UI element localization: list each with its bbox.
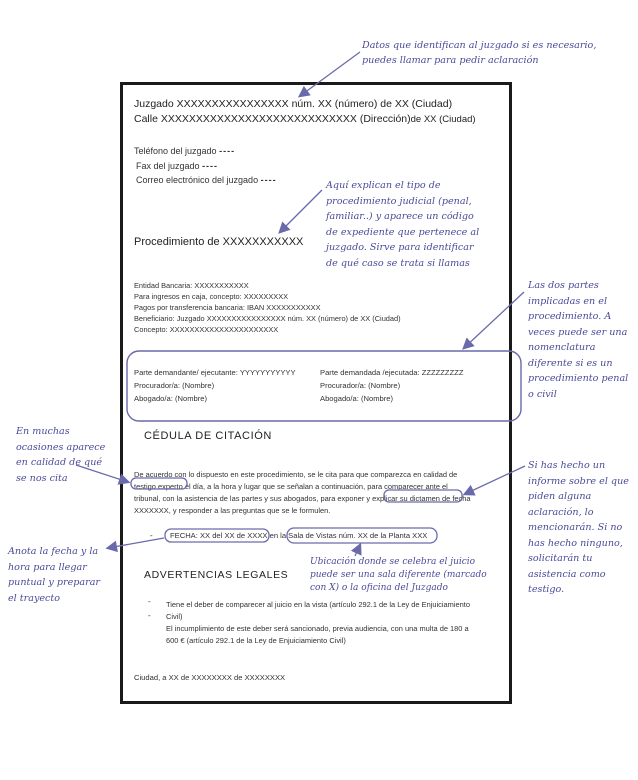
- fecha-line: FECHA: XX del XX de XXXX en la Sala de Vistas núm. XX de la Planta XXX: [170, 531, 428, 540]
- defendant-abogado: Abogado/a: (Nombre): [320, 394, 394, 403]
- fax-label: Fax del juzgado: [136, 161, 200, 171]
- cedula-title: CÉDULA DE CITACIÓN: [144, 430, 272, 442]
- street-line-address: Calle XXXXXXXXXXXXXXXXXXXXXXXXXXXX (Dirección): [134, 113, 411, 125]
- warning-line: Tiene el deber de comparecer al juicio en la vista (artículo 292.1 de la Ley de Enjuiciamiento: [166, 600, 471, 609]
- phone-blank: ----: [219, 146, 236, 156]
- bank-line: Beneficiario: Juzgado XXXXXXXXXXXXXXXX núm. XX (número) de XX (Ciudad): [134, 314, 401, 323]
- fecha-dash: -: [150, 531, 153, 540]
- highlight-testigo-experto: [131, 478, 187, 489]
- signature-line: Ciudad, a XX de XXXXXXXX de XXXXXXXX: [134, 673, 286, 682]
- highlight-sala: [287, 528, 437, 543]
- defendant: Parte demandada /ejecutada: ZZZZZZZZZ: [320, 368, 464, 377]
- email-blank: ----: [260, 175, 277, 185]
- highlight-fecha: [165, 529, 269, 542]
- annotation-date: Anota la fecha y la hora para llegar puntual y preparar el trayecto: [8, 546, 100, 604]
- bank-line: Concepto: XXXXXXXXXXXXXXXXXXXXXX: [134, 325, 279, 334]
- arrow-date: [108, 538, 164, 548]
- plaintiff-abogado: Abogado/a: (Nombre): [134, 394, 208, 403]
- body-line: tribunal, con la asistencia de las partes y sus abogados, para exponer y explicar su dictamen de fecha: [134, 494, 471, 503]
- annotation-procedure: Aquí explican el tipo de procedimiento judicial (penal, familiar..) y aparece un código de expediente que pertenece al juzgado. Sirve para identificar de qué caso se trata si llamas: [326, 180, 480, 269]
- street-line-city: de XX (Ciudad): [410, 114, 476, 125]
- bank-line: Entidad Bancaria: XXXXXXXXXXX: [134, 281, 249, 290]
- annotation-witness: En muchas ocasiones aparece en calidad de qué se nos cita: [16, 426, 106, 484]
- body-line: XXXXXXX, y responder a las preguntas que se le formulen.: [134, 506, 331, 515]
- bank-line: Para ingresos en caja, concepto: XXXXXXXXX: [134, 292, 289, 301]
- warning-line: Civil): [166, 612, 183, 621]
- highlight-explicar-dictamen: [384, 490, 462, 502]
- arrow-location: [355, 545, 360, 556]
- warning-dash: -: [148, 611, 151, 620]
- procedure-line: Procedimiento de XXXXXXXXXXX: [134, 236, 304, 248]
- fax-blank: ----: [202, 161, 219, 171]
- email-label: Correo electrónico del juzgado: [136, 175, 259, 185]
- arrow-witness: [76, 465, 128, 482]
- warning-line: 600 € (artículo 292.1 de la Ley de Enjuiciamiento Civil): [166, 636, 346, 645]
- arrow-procedure: [280, 190, 322, 232]
- bank-line: Pagos por transferencia bancaria: IBAN XXXXXXXXXXX: [134, 303, 321, 312]
- body-line: testigo experto el día, a la hora y lugar que se señalan a continuación, para comparecer ante el: [134, 482, 448, 491]
- warnings-title: ADVERTENCIAS LEGALES: [144, 569, 289, 581]
- defendant-procurador: Procurador/a: (Nombre): [320, 381, 401, 390]
- arrow-parties: [464, 292, 524, 348]
- plaintiff: Parte demandante/ ejecutante: YYYYYYYYYYY: [134, 368, 296, 377]
- body-line: De acuerdo con lo dispuesto en este procedimiento, se le cita para que comparezca en calidad de: [134, 470, 458, 479]
- annotation-report: Si has hecho un informe sobre el que piden alguna aclaración, lo mencionarán. Si no has hecho ninguno, solicitarán tu asistencia como testigo.: [528, 460, 629, 595]
- warning-dash: -: [148, 597, 151, 606]
- phone-label: Teléfono del juzgado: [134, 146, 217, 156]
- arrow-report: [465, 466, 525, 494]
- arrow-court: [300, 52, 360, 96]
- annotation-parties: Las dos partes implicadas en el procedimiento. A veces puede ser una nomenclatura diferente si es un procedimiento penal o civil: [528, 280, 629, 400]
- parties-box: [127, 351, 521, 421]
- annotation-court: Datos que identifican al juzgado si es necesario, puedes llamar para pedir aclaración: [362, 40, 597, 66]
- annotation-location: Ubicación donde se celebra el juicio puede ser una sala diferente (marcado con X) o la oficina del Juzgado: [310, 557, 487, 593]
- plaintiff-procurador: Procurador/a: (Nombre): [134, 381, 215, 390]
- court-line: Juzgado XXXXXXXXXXXXXXXX núm. XX (número) de XX (Ciudad): [134, 98, 453, 110]
- warning-line: El incumplimiento de este deber será sancionado, previa audiencia, con una multa de 180 a: [166, 624, 469, 633]
